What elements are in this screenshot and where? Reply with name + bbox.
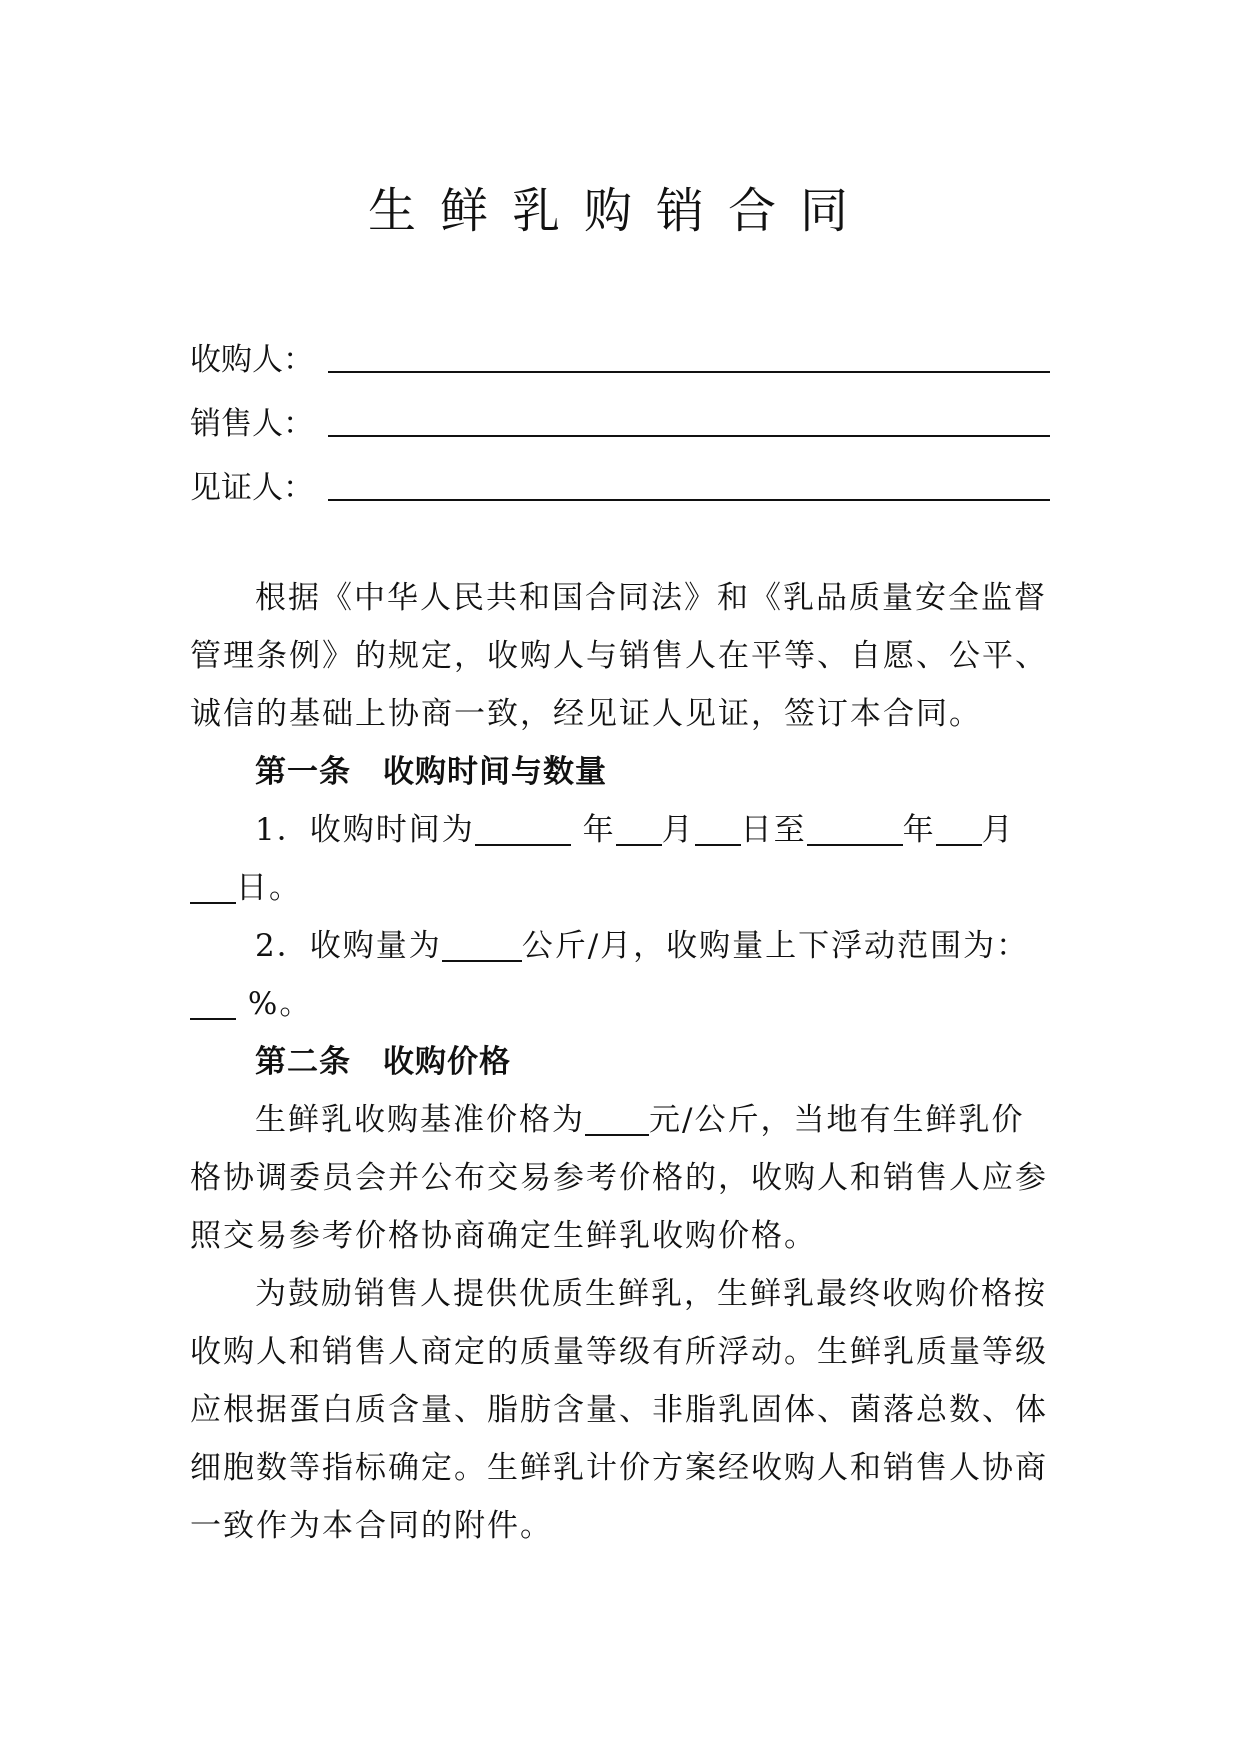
document-title: 生鲜乳购销合同	[367, 183, 872, 239]
preamble-line: 根据《中华人民共和国合同法》和《乳品质量安全监督	[255, 580, 1047, 616]
article-1-heading: 第一条 收购时间与数量	[255, 754, 607, 790]
price-paragraph-line: 照交易参考价格协商确定生鲜乳收购价格。	[190, 1218, 817, 1254]
buyer-label: 收购人：	[190, 341, 314, 378]
day-end-label: 日。	[236, 870, 302, 906]
quantity-prefix: 2．收购量为	[255, 928, 442, 964]
purchase-quantity-line-end	[190, 978, 312, 1023]
quality-paragraph-line: 收购人和销售人商定的质量等级有所浮动。生鲜乳质量等级	[190, 1334, 1048, 1370]
seller-blank[interactable]	[328, 403, 1050, 437]
day-to-label: 日至	[740, 812, 807, 848]
price-line	[255, 1094, 1024, 1139]
start-year-blank[interactable]	[475, 814, 571, 846]
quantity-blank[interactable]	[442, 930, 522, 962]
base-price-blank[interactable]	[585, 1104, 649, 1136]
year-label: 年	[582, 812, 616, 848]
price-paragraph-line: 格协调委员会并公布交易参考价格的，收购人和销售人应参	[190, 1160, 1048, 1196]
preamble-line: 诚信的基础上协商一致，经见证人见证，签订本合同。	[190, 696, 982, 732]
witness-label: 见证人：	[190, 469, 314, 506]
purchase-period-line	[255, 804, 1015, 849]
price-prefix: 生鲜乳收购基准价格为	[255, 1102, 585, 1138]
seller-label: 销售人：	[190, 405, 314, 442]
period-prefix: 1．收购时间为	[255, 812, 475, 848]
fluctuation-blank[interactable]	[190, 988, 236, 1020]
end-month-blank[interactable]	[936, 814, 982, 846]
seller-field	[190, 396, 1050, 444]
preamble-line: 管理条例》的规定，收购人与销售人在平等、自愿、公平、	[190, 638, 1048, 674]
quantity-unit: 公斤/月，收购量上下浮动范围为：	[521, 928, 1030, 964]
percent-label: %。	[247, 986, 313, 1022]
price-rest: 元/公斤，当地有生鲜乳价	[649, 1102, 1025, 1138]
buyer-blank[interactable]	[328, 339, 1050, 373]
quality-paragraph-line: 一致作为本合同的附件。	[190, 1508, 553, 1544]
year-label: 年	[902, 812, 936, 848]
witness-field	[190, 460, 1050, 508]
start-month-blank[interactable]	[616, 814, 662, 846]
start-day-blank[interactable]	[695, 814, 741, 846]
article-2-heading: 第二条 收购价格	[255, 1044, 511, 1080]
end-day-blank[interactable]	[190, 872, 236, 904]
quality-paragraph-line: 为鼓励销售人提供优质生鲜乳，生鲜乳最终收购价格按	[255, 1276, 1047, 1312]
month-label: 月	[661, 812, 695, 848]
quality-paragraph-line: 细胞数等指标确定。生鲜乳计价方案经收购人和销售人协商	[190, 1450, 1048, 1486]
buyer-field	[190, 332, 1050, 380]
month-label: 月	[981, 812, 1015, 848]
purchase-quantity-line	[255, 920, 1029, 965]
purchase-period-line-end	[190, 862, 302, 907]
end-year-blank[interactable]	[807, 814, 903, 846]
quality-paragraph-line: 应根据蛋白质含量、脂肪含量、非脂乳固体、菌落总数、体	[190, 1392, 1048, 1428]
witness-blank[interactable]	[328, 467, 1050, 501]
